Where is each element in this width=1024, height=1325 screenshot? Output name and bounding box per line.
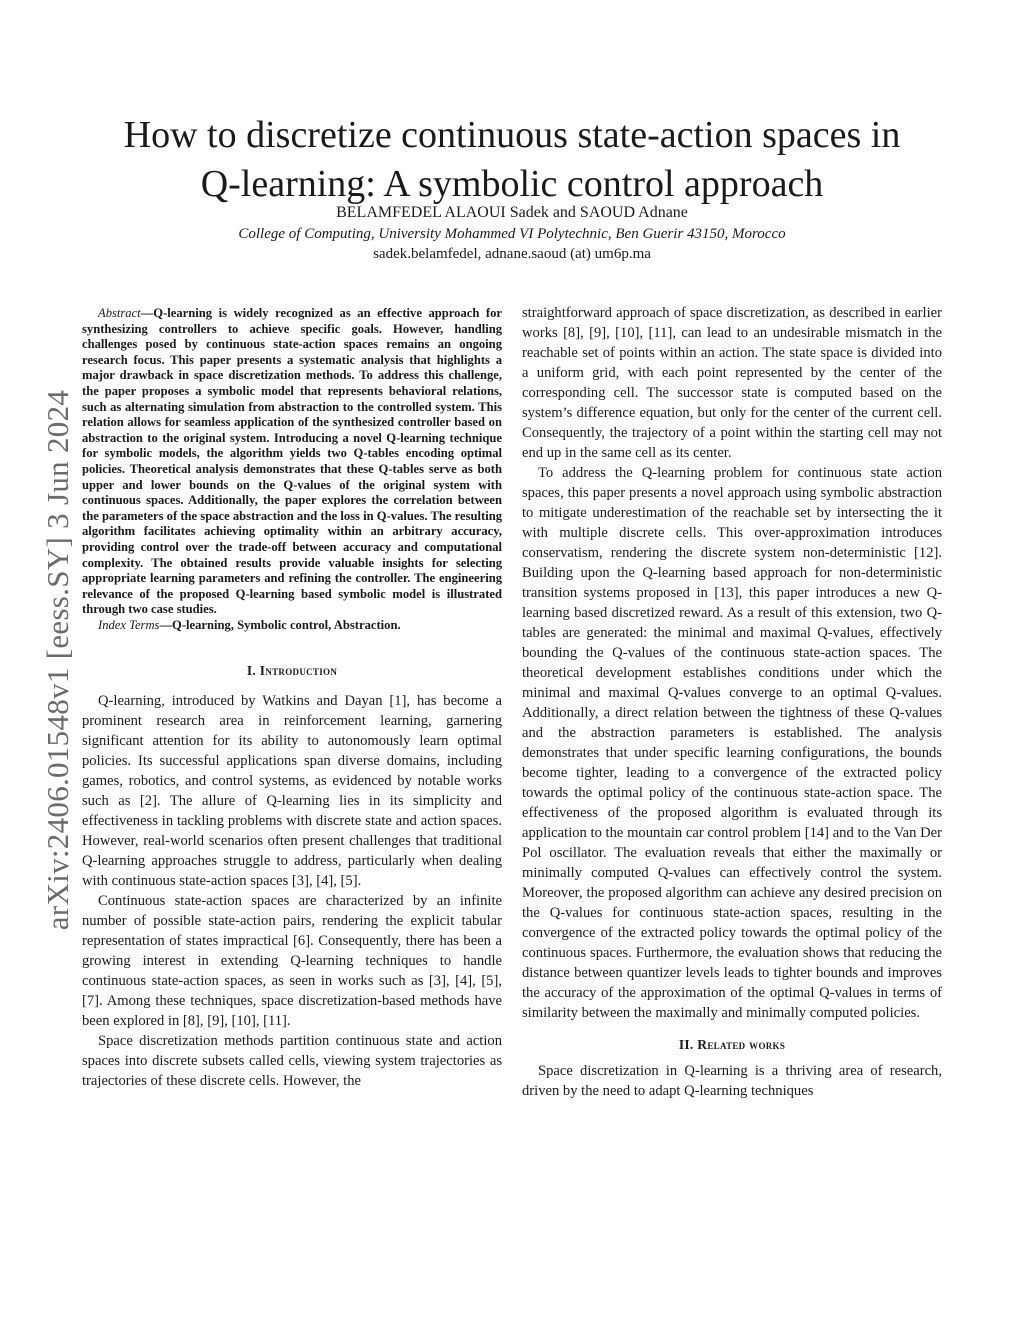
abstract [82, 306, 502, 618]
left-column [82, 306, 502, 1091]
section-heading-introduction: I. Introduction [246, 663, 338, 679]
intro-paragraph: To address the Q-learning problem for continuous state action spaces, this paper presents a novel approach using symbolic abstraction to mitigate underestimation of the reachable set by intersecting the it with multiple discrete cells. This over-approximation introduces conservatism, rendering the discrete system non-deterministic [12]. Building upon the Q-learning based approach for non-deterministic transition systems proposed in [13], this paper introduces a new Q-learning based discretized reward. As a result of this extension, two Q-tables are generated: the minimal and maximal Q-values, effectively bounding the Q-values of the continuous state-action spaces. The theoretical development establishes conditions under which the minimal and maximal Q-values converge to an optimal Q-values. Additionally, a direct relation between the tightness of these Q-values and the abstraction parameters is established. The analysis demonstrates that under specific learning configurations, the bounds become tighter, leading to a convergence of the extracted policy towards the optimal policy of the continuous state-action space. The effectiveness of the proposed algorithm is evaluated through its application to the mountain car control problem [14] and to the Van Der Pol oscillator. The evaluation reveals that either the maximally or minimally computed Q-values can effectively control the system. Moreover, the proposed algorithm can achieve any desired precision on the Q-values for continuous state-action spaces, resulting in the convergence of the extracted policy towards the optimal policy of the continuous spaces. Furthermore, the evaluation shows that reducing the distance between quantizer levels leads to tighter bounds and improves the accuracy of the approximation of the optimal Q-values in terms of similarity between the maximally and minimally computed policies. [522, 465, 942, 1021]
index-terms [82, 618, 502, 634]
title-line-1: How to discretize continuous state-action spaces in [123, 114, 901, 157]
intro-paragraph: Q-learning, introduced by Watkins and Dayan [1], has become a prominent research area in reinforcement learning, garnering significant attention for its ability to autonomously learn optimal policies. Its successful applications span diverse domains, including games, robotics, and control systems, as evidenced by notable works such as [2]. The allure of Q-learning lies in its simplicity and effectiveness in tackling problems with discrete state and action spaces. However, real-world scenarios often present challenges that traditional Q-learning approaches struggle to address, particularly when dealing with continuous state-action spaces [3], [4], [5]. [82, 693, 502, 890]
section-heading-related-works: II. Related works [678, 1037, 786, 1052]
intro-paragraph-continued: straightforward approach of space discretization, as described in earlier works [8], [9], [10], [11], can lead to an undesirable mismatch in the reachable set of points within an action. The state space is divided into a uniform grid, with each point represented by the center of the corresponding cell. The successor state is computed based on the system’s difference equation, but only for the center of the current cell. Consequently, the trajectory of a point within the starting cell may not end up in the same cell as its center. [522, 305, 942, 461]
paper-title [0, 111, 1024, 209]
index-terms-label: Index Terms [98, 617, 160, 632]
abstract-text: —Q-learning is widely recognized as an effective approach for synthesizing controllers to achieve specific goals. However, handling challenges posed by continuous state-action spaces remains an ongoing research focus. This paper presents a systematic analysis that highlights a major drawback in space discretization methods. To address this challenge, the paper proposes a symbolic model that represents behavioral relations, such as alternating simulation from abstraction to the controlled system. This relation allows for seamless application of the synthesized controller based on abstraction to the original system. Introducing a novel Q-learning technique for symbolic models, the algorithm yields two Q-tables encoding optimal policies. Theoretical analysis demonstrates that these Q-tables serve as both upper and lower bounds on the Q-values of the original system with continuous spaces. Additionally, the paper explores the correlation between the parameters of the space abstraction and the loss in Q-values. The resulting algorithm facilitates achieving optimality within an arbitrary accuracy, providing control over the trade-off between accuracy and computational complexity. The obtained results provide valuable insights for selecting appropriate learning parameters and refining the controller. The engineering relevance of the proposed Q-learning based symbolic model is illustrated through two case studies. [82, 306, 502, 617]
title-line-2: Q-learning: A symbolic control approach [200, 163, 824, 206]
author-affiliation: College of Computing, University Mohammed VI Polytechnic, Ben Guerir 43150, Morocco [238, 226, 786, 242]
abstract-label: Abstract [98, 306, 141, 320]
right-column [522, 303, 942, 1101]
related-works-paragraph: Space discretization in Q-learning is a thriving area of research, driven by the need to adapt Q-learning techniques [522, 1063, 942, 1099]
author-list: BELAMFEDEL ALAOUI Sadek and SAOUD Adnane [336, 204, 688, 221]
intro-paragraph: Continuous state-action spaces are characterized by an infinite number of possible state-action pairs, rendering the explicit tabular representation of states impractical [6]. Consequently, there has been a growing interest in extending Q-learning techniques to handle continuous state-action spaces, as seen in works such as [3], [4], [5], [7]. Among these techniques, space discretization-based methods have been explored in [8], [9], [10], [11]. [82, 893, 502, 1030]
arxiv-identifier-stamp: arXiv:2406.01548v1 [eess.SY] 3 Jun 2024 [40, 389, 75, 931]
index-terms-text: —Q-learning, Symbolic control, Abstraction. [159, 617, 401, 632]
author-email: sadek.belamfedel, adnane.saoud (at) um6p.ma [373, 246, 651, 262]
intro-paragraph: Space discretization methods partition continuous state and action spaces into discrete subsets called cells, viewing system trajectories as trajectories of these discrete cells. However, the [82, 1033, 502, 1090]
